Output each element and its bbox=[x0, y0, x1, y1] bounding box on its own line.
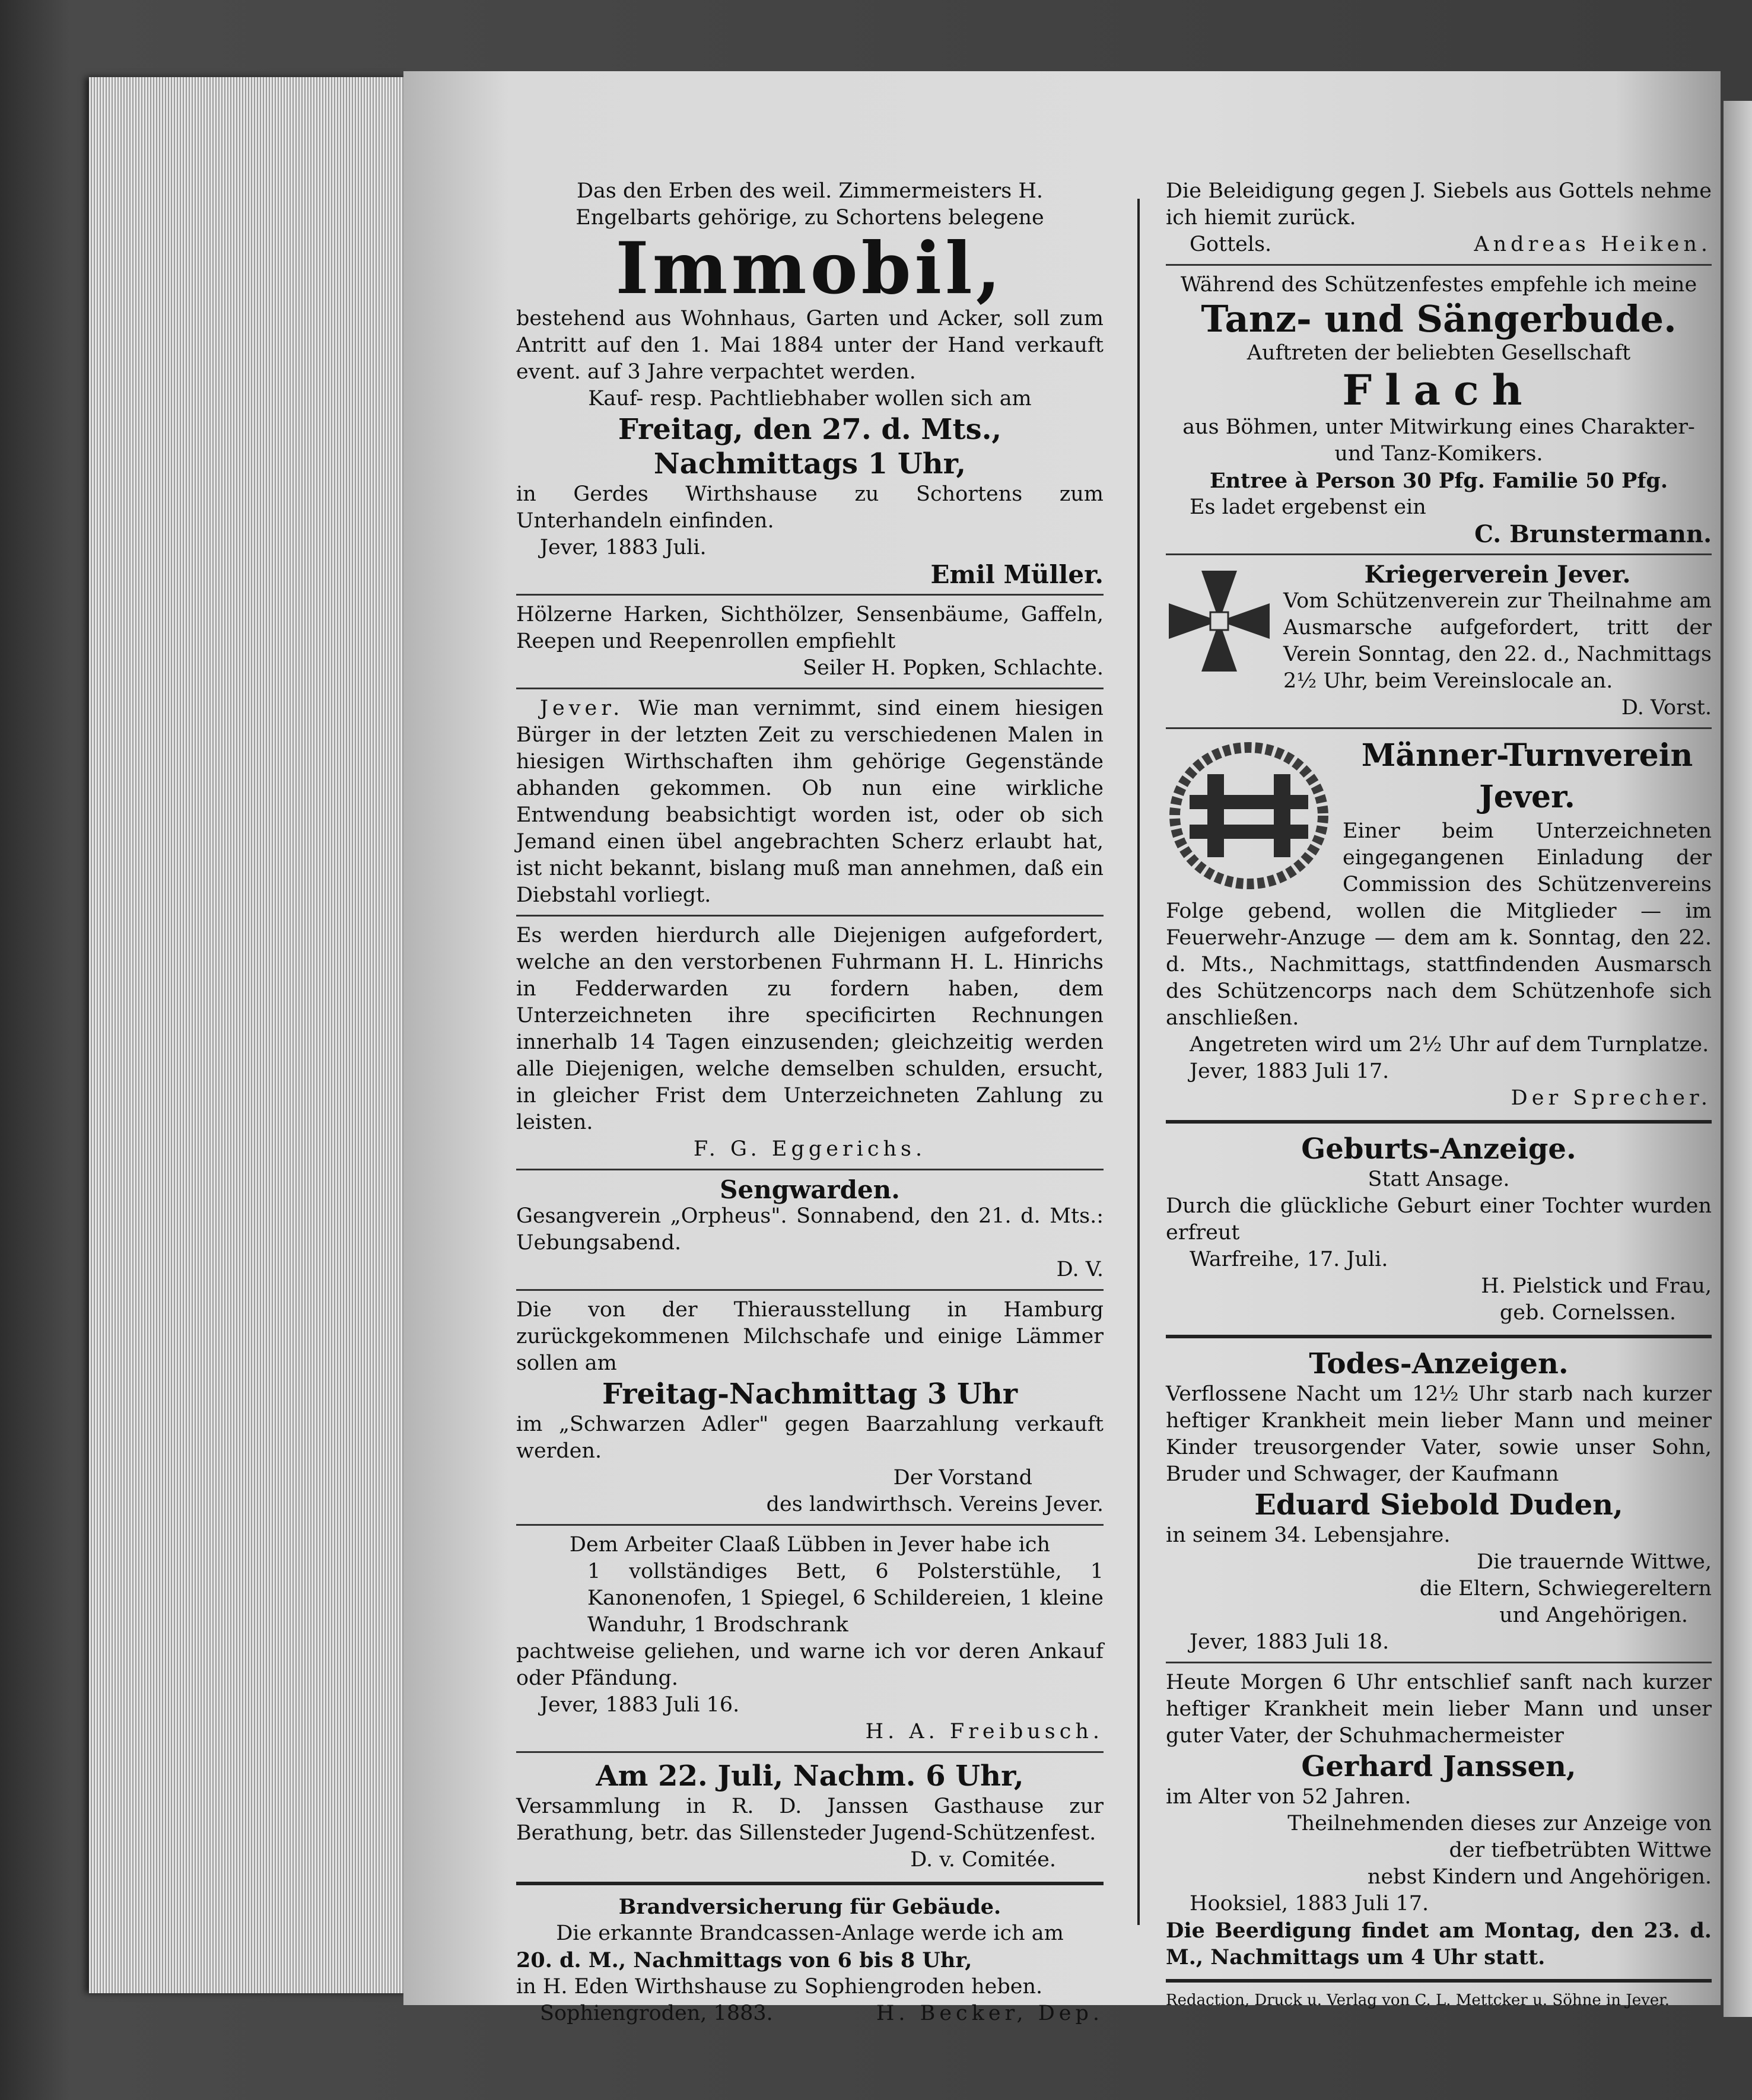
ad-signature: H. Pielstick und Frau, bbox=[1481, 1274, 1712, 1298]
divider bbox=[516, 1169, 1104, 1170]
ad-title: Am 22. Juli, Nachm. 6 Uhr, bbox=[596, 1759, 1024, 1793]
column-divider bbox=[1137, 199, 1140, 1925]
divider bbox=[516, 1882, 1104, 1885]
ad-body: Kauf- resp. Pachtliebhaber wollen sich am bbox=[588, 387, 1032, 411]
ad-title: Sengwarden. bbox=[720, 1175, 900, 1204]
divider bbox=[516, 915, 1104, 917]
ad-kriegerverein bbox=[1166, 561, 1712, 721]
ad-title: Todes-Anzeigen. bbox=[1309, 1347, 1569, 1380]
ad-signature: Der Vorstand bbox=[893, 1466, 1032, 1490]
ad-place: Warfreihe, 17. Juli. bbox=[1190, 1248, 1388, 1271]
ad-price: Entree à Person 30 Pfg. Familie 50 Pfg. bbox=[1209, 469, 1668, 493]
ad-body: 20. d. M., Nachmittags von 6 bis 8 Uhr, bbox=[516, 1948, 972, 1972]
ad-signature: F. G. Eggerichs. bbox=[693, 1137, 927, 1161]
ad-signature: Andreas Heiken. bbox=[1474, 233, 1712, 256]
ad-dateline: Hooksiel, 1883 Juli 17. bbox=[1190, 1892, 1429, 1916]
divider bbox=[1166, 1979, 1712, 1983]
ad-title: Immobil, bbox=[615, 227, 1004, 310]
ad-brandversicherung bbox=[516, 1894, 1104, 2027]
divider bbox=[516, 594, 1104, 596]
divider bbox=[516, 1289, 1104, 1291]
ad-body: Es werden hierdurch alle Diejenigen aufgefordert, welche an den verstorbenen Fuhrmann H. L. Hinrichs in Fedderwarden zu fordern haben, dem Unterzeichneten ihre specificirten Rechnungen innerhalb 14 Tagen einzusenden; gleichzeitig werden alle Diejenigen, welche demselben schulden, ersucht, in gleicher Frist dem Unterzeichneten Zahlung zu leisten. bbox=[516, 924, 1104, 1134]
ad-title: Brandversicherung für Gebäude. bbox=[618, 1895, 1001, 1919]
right-column bbox=[1166, 178, 1712, 2010]
ad-versammlung bbox=[516, 1759, 1104, 1873]
ad-thierausstellung bbox=[516, 1297, 1104, 1518]
ad-todes-janssen bbox=[1166, 1669, 1712, 1971]
ad-signature: Der Sprecher. bbox=[1511, 1086, 1712, 1110]
ad-body: Verflossene Nacht um 12½ Uhr starb nach kurzer heftiger Krankheit mein lieber Mann und meiner Kinder treusorgender Vater, sowie unser Sohn, Bruder und Schwager, der Kaufmann bbox=[1166, 1382, 1712, 1486]
ad-body: Die erkannte Brandcassen-Anlage werde ich am bbox=[556, 1921, 1064, 1945]
ad-body: Auftreten der beliebten Gesellschaft bbox=[1247, 341, 1631, 365]
divider bbox=[1166, 264, 1712, 266]
ad-date: Freitag, den 27. d. Mts., bbox=[618, 413, 1002, 446]
ad-body: pachtweise geliehen, und warne ich vor deren Ankauf oder Pfändung. bbox=[516, 1640, 1104, 1690]
ad-body: in Gerdes Wirthshause zu Schortens zum Unterhandeln einfinden. bbox=[516, 482, 1104, 533]
ad-signature: Die trauernde Wittwe, bbox=[1476, 1550, 1712, 1574]
ad-signature: D. V. bbox=[1056, 1258, 1104, 1281]
ad-signature: H. A. Freibusch. bbox=[865, 1720, 1104, 1743]
ad-title: Tanz- und Sängerbude. bbox=[1201, 297, 1677, 341]
news-jever bbox=[516, 695, 1104, 909]
ad-body: im „Schwarzen Adler" gegen Baarzahlung verkauft werden. bbox=[516, 1412, 1104, 1463]
divider bbox=[1166, 1120, 1712, 1124]
ad-beleidigung bbox=[1166, 178, 1712, 258]
news-lead: Jever. bbox=[540, 696, 624, 720]
ad-date: Freitag-Nachmittag 3 Uhr bbox=[602, 1377, 1018, 1411]
ad-turnverein bbox=[1166, 735, 1712, 1112]
ad-place: Gottels. bbox=[1190, 233, 1272, 256]
ad-dateline: Jever, 1883 Juli 17. bbox=[1190, 1059, 1389, 1083]
ad-signature: geb. Cornelssen. bbox=[1499, 1301, 1676, 1325]
ad-signature: H. Becker, Dep. bbox=[876, 2002, 1104, 2025]
ad-body: Hölzerne Harken, Sichthölzer, Sensenbäume, Gaffeln, Reepen und Reepenrollen empfiehlt bbox=[516, 603, 1104, 653]
ad-tanzbude bbox=[1166, 272, 1712, 548]
ad-name: Flach bbox=[1342, 365, 1535, 415]
left-column bbox=[516, 178, 1104, 2027]
ad-signature: C. Brunstermann. bbox=[1474, 520, 1712, 548]
ad-signature: Theilnehmenden dieses zur Anzeige von bbox=[1287, 1812, 1712, 1835]
divider bbox=[1166, 1335, 1712, 1338]
ad-signature: D. v. Comitée. bbox=[910, 1848, 1056, 1872]
ad-intro: Dem Arbeiter Claaß Lübben in Jever habe ich bbox=[569, 1533, 1051, 1557]
news-body: Wie man vernimmt, sind einem hiesigen Bürger in der letzten Zeit zu verschiedenen Malen in hiesigen Wirthschaften ihm gehörige Gegenstände abhanden gekommen. Ob nun eine wirkliche Entwendung beabsichtigt worden ist, oder ob sich Jemand einen übel angebrachten Scherz erlaubt hat, ist nicht bekannt, bislang muß man annehmen, daß ein Diebstahl vorliegt. bbox=[516, 696, 1104, 907]
ad-items: 1 vollständiges Bett, 6 Polsterstühle, 1 Kanonenofen, 1 Spiegel, 6 Schildereien, 1 kleine Wanduhr, 1 Brodschrank bbox=[587, 1560, 1104, 1637]
ad-signature: des landwirthsch. Vereins Jever. bbox=[766, 1493, 1104, 1516]
ad-title: Kriegerverein Jever. bbox=[1364, 561, 1631, 588]
ad-body: in H. Eden Wirthshause zu Sophiengroden heben. bbox=[516, 1975, 1043, 1999]
divider bbox=[516, 688, 1104, 689]
ad-intro: Während des Schützenfestes empfehle ich meine bbox=[1180, 273, 1697, 297]
ad-hinrichs bbox=[516, 922, 1104, 1163]
ad-body: Gesangverein „Orpheus". Sonnabend, den 21. d. Mts.: Uebungsabend. bbox=[516, 1204, 1104, 1255]
ad-body: im Alter von 52 Jahren. bbox=[1166, 1785, 1411, 1809]
ad-signature: die Eltern, Schwiegereltern bbox=[1419, 1577, 1712, 1601]
ad-body: in seinem 34. Lebensjahre. bbox=[1166, 1523, 1451, 1547]
ad-name: Eduard Siebold Duden, bbox=[1254, 1488, 1623, 1522]
ad-dateline: Jever, 1883 Juli 18. bbox=[1190, 1630, 1389, 1654]
ad-body: Die Beerdigung findet am Montag, den 23. d. M., Nachmittags um 4 Uhr statt. bbox=[1166, 1918, 1712, 1969]
facing-page-edge bbox=[1724, 101, 1752, 2017]
ad-dateline: Jever, 1883 Juli 16. bbox=[540, 1693, 740, 1717]
divider bbox=[1166, 1662, 1712, 1663]
ad-body: Angetreten wird um 2½ Uhr auf dem Turnplatze. bbox=[1190, 1033, 1709, 1057]
book-page-edges bbox=[89, 77, 409, 1993]
ad-time: Nachmittags 1 Uhr, bbox=[653, 447, 966, 481]
ad-luebben bbox=[516, 1532, 1104, 1745]
ad-signature: und Angehörigen. bbox=[1499, 1603, 1688, 1627]
ad-body: Heute Morgen 6 Uhr entschlief sanft nach kurzer heftiger Krankheit mein lieber Mann und unser guter Vater, der Schuhmachermeister bbox=[1166, 1671, 1712, 1748]
ad-todes-duden bbox=[1166, 1347, 1712, 1656]
divider bbox=[516, 1524, 1104, 1526]
ad-body: Durch die glückliche Geburt einer Tochter wurden erfreut bbox=[1166, 1194, 1712, 1245]
ad-subtitle: Statt Ansage. bbox=[1368, 1167, 1510, 1191]
ad-dateline: Jever, 1883 Juli. bbox=[540, 536, 707, 559]
ad-body: bestehend aus Wohnhaus, Garten und Acker, soll zum Antritt auf den 1. Mai 1884 unter der Hand verkauft event. auf 3 Jahre verpachtet werden. bbox=[516, 307, 1104, 384]
ad-signature: nebst Kindern und Angehörigen. bbox=[1367, 1865, 1712, 1889]
ad-intro: Das den Erben des weil. Zimmermeisters H. Engelbarts gehörige, zu Schortens belegene bbox=[575, 179, 1044, 230]
ad-title: Geburts-Anzeige. bbox=[1301, 1132, 1576, 1166]
ad-sengwarden bbox=[516, 1176, 1104, 1283]
ad-body: aus Böhmen, unter Mitwirkung eines Charakter- und Tanz-Komikers. bbox=[1182, 415, 1695, 466]
ad-body: Versammlung in R. D. Janssen Gasthause zur Berathung, betr. das Sillensteder Jugend-Schützenfest. bbox=[516, 1794, 1104, 1845]
ad-signature: Emil Müller. bbox=[930, 560, 1104, 589]
divider bbox=[1166, 727, 1712, 729]
ad-geburt bbox=[1166, 1132, 1712, 1326]
ad-body: Die von der Thierausstellung in Hamburg zurückgekommenen Milchschafe und einige Lämmer sollen am bbox=[516, 1298, 1104, 1375]
ad-body: Es ladet ergebenst ein bbox=[1190, 495, 1426, 519]
ad-signature: der tiefbetrübten Wittwe bbox=[1449, 1838, 1712, 1862]
divider bbox=[1166, 553, 1712, 555]
ad-body: Einer beim Unterzeichneten eingegangenen Einladung der Commission des Schützenvereins Folge gebend, wollen die Mitglieder — im Feuerwehr-Anzuge — dem am k. Sonntag, den 22. d. Mts., Nachmittags, stattfindenden Ausmarsch des Schützencorps nach dem Schützenhofe sich anschließen. bbox=[1166, 819, 1712, 1030]
iron-cross-emblem bbox=[1166, 565, 1273, 677]
divider bbox=[516, 1751, 1104, 1753]
ad-harken bbox=[516, 602, 1104, 682]
wreath-emblem bbox=[1166, 739, 1332, 893]
imprint-footer: Redaction, Druck u. Verlag von C. L. Mettcker u. Söhne in Jever. bbox=[1166, 1991, 1670, 2009]
ad-signature: Seiler H. Popken, Schlachte. bbox=[803, 656, 1104, 680]
ad-signature: D. Vorst. bbox=[1621, 696, 1712, 720]
ad-body: Die Beleidigung gegen J. Siebels aus Gottels nehme ich hiemit zurück. bbox=[1166, 179, 1712, 230]
ad-dateline: Sophiengroden, 1883. bbox=[540, 2002, 773, 2025]
ad-body: Vom Schützenverein zur Theilnahme am Ausmarsche aufgefordert, tritt der Verein Sonntag, den 22. d., Nachmittags 2½ Uhr, beim Vereinslocale an. bbox=[1283, 589, 1712, 693]
ad-immobil bbox=[516, 178, 1104, 588]
ad-title: Männer-Turnverein Jever. bbox=[1361, 737, 1693, 815]
ad-name: Gerhard Janssen, bbox=[1301, 1750, 1576, 1783]
